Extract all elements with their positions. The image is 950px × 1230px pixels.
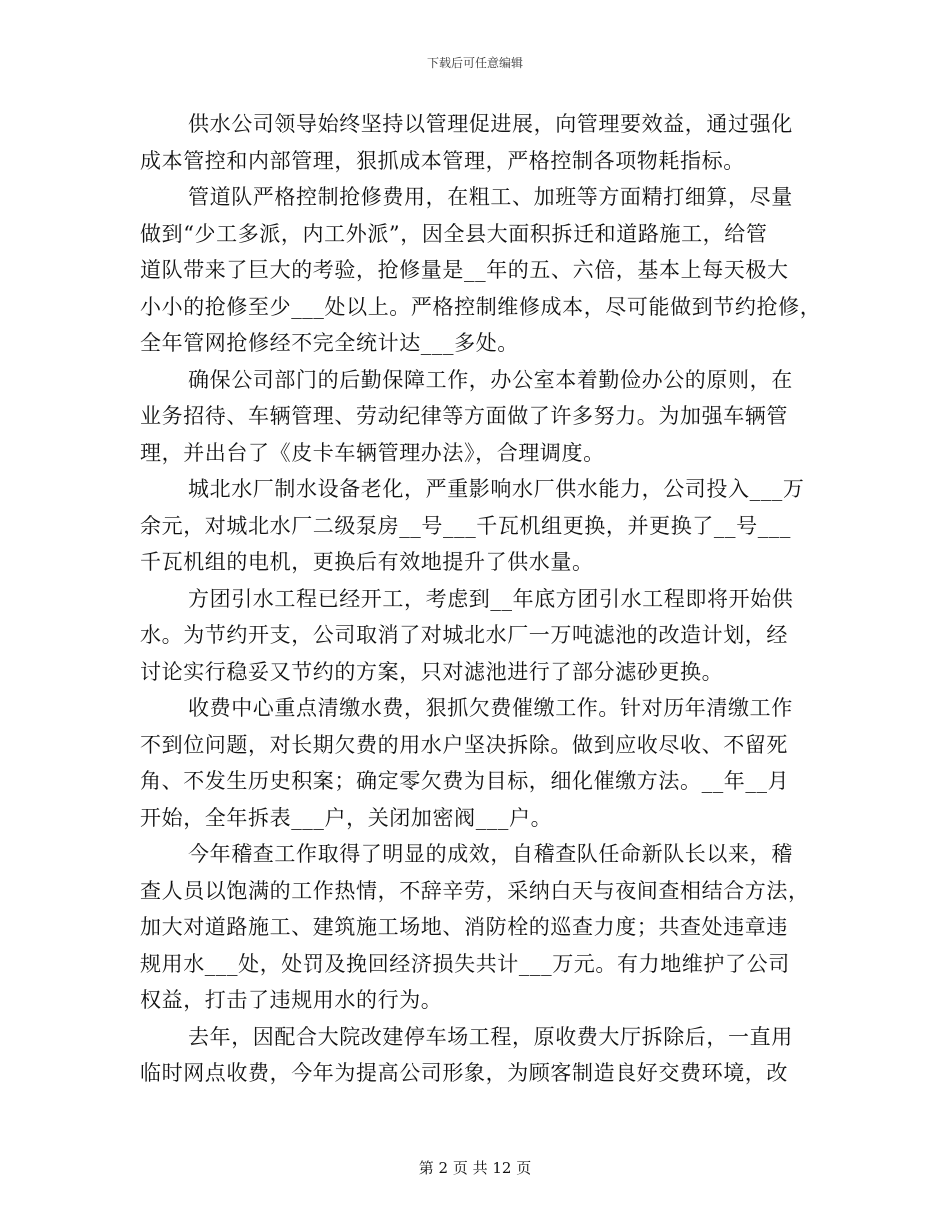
paragraph: [140, 179, 822, 362]
paragraph: [140, 690, 816, 836]
text-line: 方团引水工程已经开工，考虑到__年底方团引水工程即将开始供: [188, 586, 794, 611]
paragraph: [140, 106, 816, 179]
text-line: 成本管控和内部管理，狠抓成本管理，严格控制各项物耗指标。: [140, 148, 745, 173]
text-line: 规用水___处，处罚及挽回经济损失共计___万元。有力地维护了公司: [140, 951, 790, 976]
text-line: 去年，因配合大院改建停车场工程，原收费大厅拆除后，一直用: [188, 1024, 793, 1049]
text-line: 讨论实行稳妥又节约的方案，只对滤池进行了部分滤砂更换。: [140, 659, 724, 684]
page-header: 下载后可任意编辑: [426, 56, 523, 70]
text-line: 道队带来了巨大的考验，抢修量是__年的五、六倍，基本上每天极大: [140, 258, 789, 282]
text-line: 权益，打击了违规用水的行为。: [140, 988, 443, 1012]
text-line: 管道队严格控制抢修费用，在粗工、加班等方面精打细算，尽量: [188, 185, 793, 209]
text-line: 不到位问题，对长期欠费的用水户坚决拆除。做到应收尽收、不留死: [140, 732, 788, 757]
paragraph: [140, 1019, 816, 1092]
text-line: 供水公司领导始终坚持以管理促进展，向管理要效益，通过强化: [188, 112, 793, 136]
text-line: 理，并出台了《皮卡车辆管理办法》，合理调度。: [140, 440, 605, 465]
text-line: 余元，对城北水厂二级泵房__号___千瓦机组更换，并更换了__号___: [140, 513, 791, 538]
document-body: [140, 106, 822, 1092]
paragraph: [140, 362, 816, 472]
text-line: 水。为节约开支，公司取消了对城北水厂一万吨滤池的改造计划，经: [140, 623, 788, 647]
text-line: 开始，全年拆表___户，关闭加密阀___户。: [140, 805, 553, 830]
text-line: 千瓦机组的电机，更换后有效地提升了供水量。: [140, 550, 594, 574]
text-line: 收费中心重点清缴水费，狠抓欠费催缴工作。针对历年清缴工作: [188, 696, 793, 720]
text-line: 全年管网抢修经不完全统计达___多处。: [140, 331, 519, 355]
text-line: 今年稽查工作取得了明显的成效，自稽查队任命新队长以来，稽: [188, 842, 793, 866]
text-line: 角、不发生历史积案；确定零欠费为目标，细化催缴方法。__年__月: [140, 769, 790, 793]
page-footer: 第 2 页 共 12 页: [418, 1159, 532, 1177]
text-line: 小小的抢修至少___处以上。严格控制维修成本，尽可能做到节约抢修，: [140, 294, 822, 319]
text-line: 查人员以饱满的工作热情，不辞辛劳，采纳白天与夜间查相结合方法，: [140, 878, 810, 903]
text-line: 确保公司部门的后勤保障工作，办公室本着勤俭办公的原则，在: [188, 367, 793, 392]
text-line: 临时网点收费，今年为提高公司形象，为顾客制造良好交费环境，改: [140, 1061, 788, 1085]
text-line: 业务招待、车辆管理、劳动纪律等方面做了许多努力。为加强车辆管: [140, 404, 788, 428]
paragraph: [140, 836, 816, 1019]
text-line: 做到“少工多派，内工外派”，因全县大面积拆迁和道路施工，给管: [140, 221, 768, 246]
paragraph: [140, 471, 816, 581]
paragraph: [140, 581, 816, 691]
text-line: 加大对道路施工、建筑施工场地、消防栓的巡查力度；共查处违章违: [140, 915, 788, 939]
text-line: 城北水厂制水设备老化，严重影响水厂供水能力，公司投入___万: [188, 477, 805, 501]
